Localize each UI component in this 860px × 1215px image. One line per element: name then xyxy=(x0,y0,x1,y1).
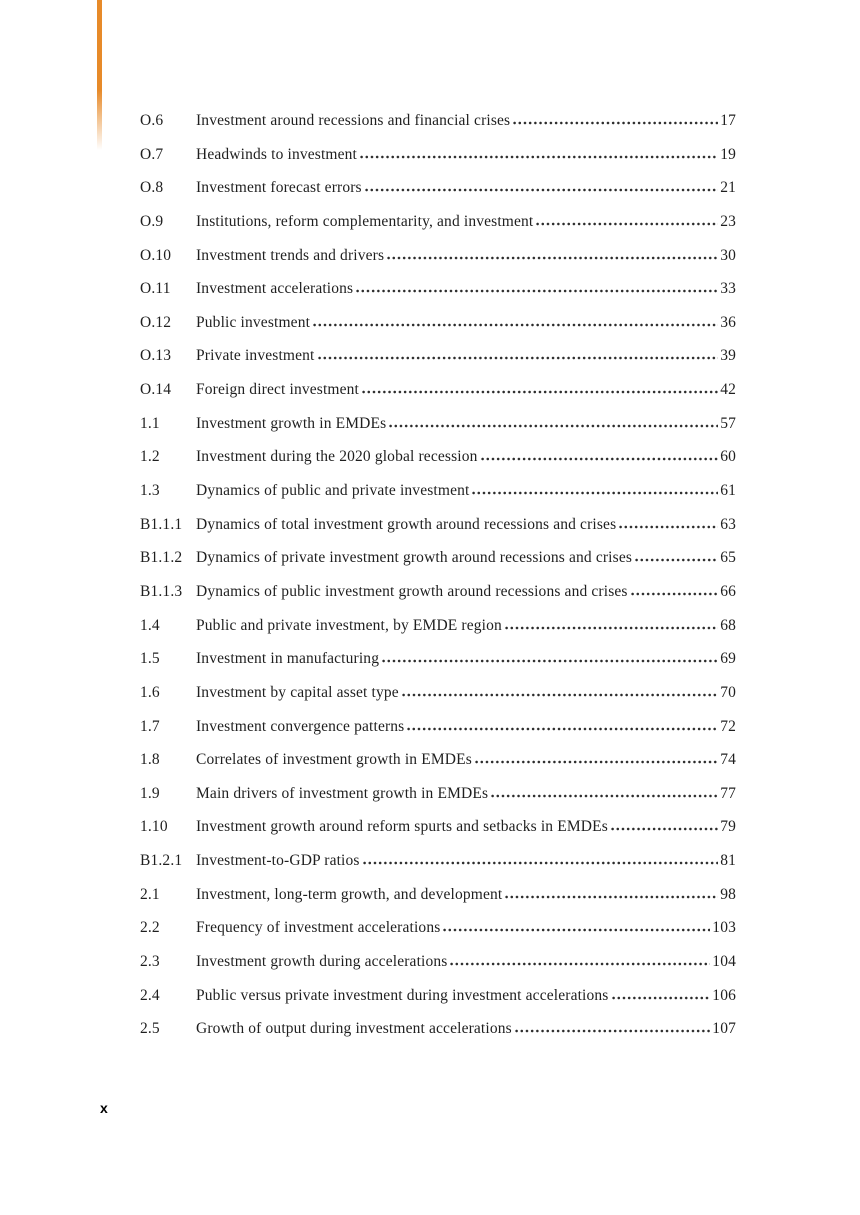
toc-entry-page: 74 xyxy=(720,751,736,769)
toc-entry-page: 33 xyxy=(720,280,736,298)
toc-entry-page: 72 xyxy=(720,717,736,735)
dot-leader xyxy=(407,727,718,731)
toc-entry[interactable] xyxy=(140,749,736,783)
toc-entry-number: 2.1 xyxy=(140,885,160,903)
toc-entry-page: 107 xyxy=(712,1020,736,1038)
toc-entry[interactable] xyxy=(140,413,736,447)
toc-entry-page: 21 xyxy=(720,179,736,197)
toc-entry-number: 1.3 xyxy=(140,482,160,500)
toc-entry-page: 79 xyxy=(720,818,736,836)
toc-entry-number: B1.1.1 xyxy=(140,515,183,533)
toc-entry-title: Investment growth in EMDEs xyxy=(196,414,387,432)
toc-entry-page: 104 xyxy=(712,953,736,971)
dot-leader xyxy=(505,626,718,630)
dot-leader xyxy=(513,121,718,125)
toc-entry-title: Investment growth during accelerations xyxy=(196,953,448,971)
toc-entry[interactable] xyxy=(140,1018,736,1052)
dot-leader xyxy=(382,659,718,663)
toc-entry[interactable] xyxy=(140,480,736,514)
toc-entry-title: Dynamics of public and private investment xyxy=(196,482,470,500)
toc-entry-page: 61 xyxy=(720,482,736,500)
toc-entry[interactable] xyxy=(140,446,736,480)
page-number: x xyxy=(100,1100,108,1116)
toc-entry-page: 70 xyxy=(720,683,736,701)
toc-entry-title: Investment around recessions and financial crises xyxy=(196,112,511,129)
dot-leader xyxy=(472,491,718,495)
toc-entry-page: 36 xyxy=(720,313,736,331)
toc-entry[interactable] xyxy=(140,211,736,245)
toc-entry-page: 106 xyxy=(712,986,736,1004)
toc-entry-page: 57 xyxy=(720,414,736,432)
toc-entry-number: O.9 xyxy=(140,212,164,230)
toc-entry-title: Growth of output during investment accelerations xyxy=(196,1020,512,1038)
dot-leader xyxy=(612,996,711,1000)
toc-entry-number: 1.8 xyxy=(140,751,160,769)
toc-entry-title: Headwinds to investment xyxy=(196,145,358,163)
toc-entry-title: Institutions, reform complementarity, and investment xyxy=(196,212,534,230)
toc-entry[interactable] xyxy=(140,917,736,951)
dot-leader xyxy=(475,760,718,764)
toc-entry-number: O.13 xyxy=(140,347,172,365)
toc-entry[interactable] xyxy=(140,379,736,413)
toc-entry[interactable] xyxy=(140,850,736,884)
toc-entry-number: O.7 xyxy=(140,145,164,163)
toc-entry-number: B1.1.3 xyxy=(140,582,183,600)
toc-entry-page: 63 xyxy=(720,515,736,533)
toc-entry-title: Investment convergence patterns xyxy=(196,717,405,735)
dot-leader xyxy=(313,323,718,327)
dot-leader xyxy=(389,424,718,428)
toc-entry-page: 17 xyxy=(720,112,736,129)
dot-leader xyxy=(631,592,719,596)
toc-entry-number: 2.2 xyxy=(140,919,160,937)
toc-entry-page: 69 xyxy=(720,650,736,668)
dot-leader xyxy=(515,1029,710,1033)
toc-entry-title: Investment forecast errors xyxy=(196,179,362,197)
dot-leader xyxy=(481,457,719,461)
dot-leader xyxy=(450,962,710,966)
toc-entry-number: 1.6 xyxy=(140,683,160,701)
toc-entry-number: 1.1 xyxy=(140,414,160,432)
toc-entry-number: O.12 xyxy=(140,313,172,331)
dot-leader xyxy=(443,928,710,932)
toc-entry[interactable] xyxy=(140,245,736,279)
toc-entry[interactable] xyxy=(140,547,736,581)
toc-entry[interactable] xyxy=(140,581,736,615)
toc-entry-number: 1.2 xyxy=(140,448,160,466)
toc-entry[interactable] xyxy=(140,648,736,682)
toc-entry[interactable] xyxy=(140,345,736,379)
dot-leader xyxy=(365,188,718,192)
dot-leader xyxy=(362,390,718,394)
toc-entry-title: Investment during the 2020 global recession xyxy=(196,448,478,466)
toc-entry-title: Private investment xyxy=(196,347,315,365)
toc-entry-page: 66 xyxy=(720,582,736,600)
toc-entry-page: 23 xyxy=(720,212,736,230)
toc-entry-title: Investment trends and drivers xyxy=(196,246,385,264)
toc-entry-title: Investment in manufacturing xyxy=(196,650,380,668)
toc-entry-title: Dynamics of private investment growth around recessions and crises xyxy=(196,549,633,567)
toc-entry-title: Frequency of investment accelerations xyxy=(196,919,441,937)
toc-entry-title: Investment by capital asset type xyxy=(196,683,399,701)
toc-entry-title: Public versus private investment during investment accelerations xyxy=(196,986,609,1004)
toc-entry-page: 68 xyxy=(720,616,736,634)
dot-leader xyxy=(356,289,718,293)
toc-entry[interactable] xyxy=(140,177,736,211)
toc-entry[interactable] xyxy=(140,985,736,1019)
dot-leader xyxy=(387,256,718,260)
dot-leader xyxy=(635,558,718,562)
toc-entry[interactable] xyxy=(140,110,736,144)
dot-leader xyxy=(611,827,718,831)
dot-leader xyxy=(318,356,719,360)
toc-entry-page: 30 xyxy=(720,246,736,264)
toc-entry-number: 2.3 xyxy=(140,953,160,971)
toc-entry-number: 2.5 xyxy=(140,1020,160,1038)
toc-entry-number: 1.4 xyxy=(140,616,160,634)
toc-entry-page: 60 xyxy=(720,448,736,466)
toc-entry-page: 77 xyxy=(720,784,736,802)
dot-leader xyxy=(360,155,718,159)
dot-leader xyxy=(536,222,718,226)
toc-entry-title: Investment, long-term growth, and development xyxy=(196,885,503,903)
accent-line xyxy=(97,0,102,150)
toc-entry-title: Main drivers of investment growth in EMDEs xyxy=(196,784,489,802)
toc-entry-number: 1.7 xyxy=(140,717,160,735)
toc-entry-number: 2.4 xyxy=(140,986,160,1004)
toc-entry[interactable] xyxy=(140,716,736,750)
dot-leader xyxy=(363,861,719,865)
toc-entry-title: Dynamics of total investment growth around recessions and crises xyxy=(196,515,617,533)
toc-entry-number: O.14 xyxy=(140,381,172,399)
toc-entry-title: Public investment xyxy=(196,313,311,331)
toc-entry-title: Foreign direct investment xyxy=(196,381,360,399)
toc-entry[interactable] xyxy=(140,312,736,346)
toc-entry-title: Investment accelerations xyxy=(196,280,354,298)
dot-leader xyxy=(505,895,718,899)
toc-entry[interactable] xyxy=(140,951,736,985)
toc-entry-number: O.6 xyxy=(140,112,164,129)
toc-entry-page: 19 xyxy=(720,145,736,163)
toc-entry-number: 1.10 xyxy=(140,818,168,836)
toc-entry[interactable] xyxy=(140,278,736,312)
toc-entry[interactable] xyxy=(140,144,736,178)
toc-entry[interactable] xyxy=(140,514,736,548)
dot-leader xyxy=(619,525,718,529)
toc-entry-number: O.11 xyxy=(140,280,171,298)
toc-entry[interactable] xyxy=(140,682,736,716)
toc-entry[interactable] xyxy=(140,884,736,918)
toc-entry[interactable] xyxy=(140,816,736,850)
toc-entry[interactable] xyxy=(140,783,736,817)
toc-entry-number: O.10 xyxy=(140,246,172,264)
toc-entry-title: Investment growth around reform spurts and setbacks in EMDEs xyxy=(196,818,608,836)
toc-entry-page: 39 xyxy=(720,347,736,365)
toc-entry-page: 81 xyxy=(720,852,736,870)
toc-entry[interactable] xyxy=(140,615,736,649)
toc-entry-number: 1.5 xyxy=(140,650,160,668)
toc-entry-title: Investment-to-GDP ratios xyxy=(196,852,360,870)
toc-entry-page: 65 xyxy=(720,549,736,567)
toc-entry-number: 1.9 xyxy=(140,784,160,802)
toc-entry-page: 42 xyxy=(720,381,736,399)
toc-entry-title: Public and private investment, by EMDE region xyxy=(196,616,502,634)
toc-entry-title: Correlates of investment growth in EMDEs xyxy=(196,751,472,769)
dot-leader xyxy=(491,794,718,798)
toc-entry-number: O.8 xyxy=(140,179,164,197)
toc-entry-page: 103 xyxy=(712,919,736,937)
toc-list xyxy=(140,110,736,1052)
toc-entry-number: B1.1.2 xyxy=(140,549,183,567)
toc-entry-page: 98 xyxy=(720,885,736,903)
dot-leader xyxy=(402,693,718,697)
toc-entry-title: Dynamics of public investment growth around recessions and crises xyxy=(196,582,628,600)
toc-entry-number: B1.2.1 xyxy=(140,852,183,870)
